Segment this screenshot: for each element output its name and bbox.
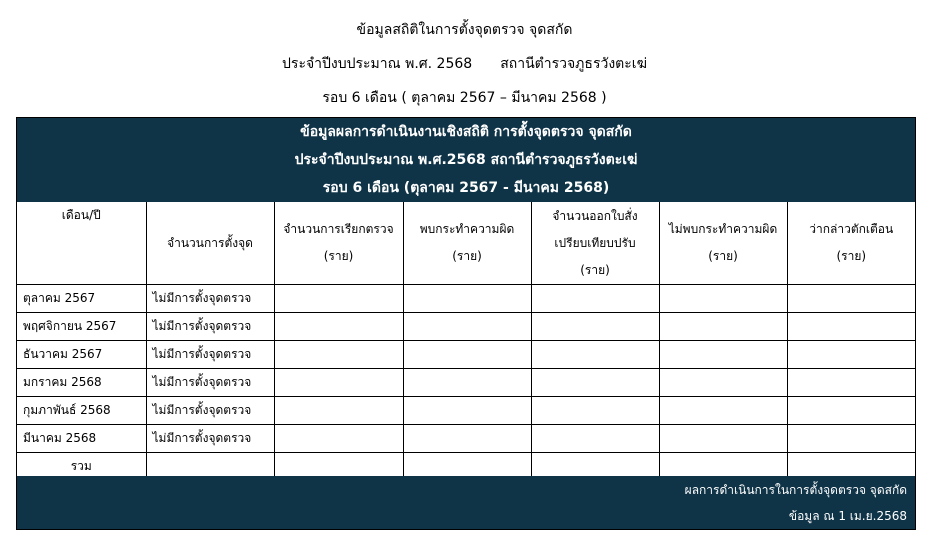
empty-cell [531,425,659,453]
empty-cell [787,425,915,453]
station-name: สถานีตำรวจภูธรวังตะเฆ่ [500,56,647,72]
month-cell: พฤศจิกายน 2567 [17,313,146,341]
empty-cell [787,369,915,397]
table-row [17,313,915,341]
empty-cell [531,341,659,369]
month-cell: ธันวาคม 2567 [17,341,146,369]
empty-cell [659,397,787,425]
empty-cell [787,397,915,425]
empty-cell [659,341,787,369]
header-inspections: จำนวนการเรียกตรวจ (ราย) [274,202,403,285]
empty-cell [403,425,531,453]
empty-cell [787,341,915,369]
header-month: เดือน/ปี [17,202,146,285]
empty-cell [274,369,403,397]
total-label: รวม [17,453,146,481]
header-checkpoint-count: จำนวนการตั้งจุด [146,202,274,285]
document-subtitle [0,55,929,73]
table-row [17,369,915,397]
empty-cell [787,313,915,341]
statistics-table-container [16,117,916,530]
empty-cell [531,285,659,313]
empty-cell [531,313,659,341]
checkpoint-cell: ไม่มีการตั้งจุดตรวจ [146,313,274,341]
header-no-offense: ไม่พบกระทำความผิด (ราย) [659,202,787,285]
empty-cell [659,285,787,313]
table-row [17,341,915,369]
table-header-row [17,202,915,285]
empty-cell [531,397,659,425]
header-tickets-issued: จำนวนออกใบสั่ง เปรียบเทียบปรับ (ราย) [531,202,659,285]
month-cell: มกราคม 2568 [17,369,146,397]
month-cell: ตุลาคม 2567 [17,285,146,313]
period-label: รอบ 6 เดือน ( ตุลาคม 2567 – มีนาคม 2568 ) [322,90,607,106]
checkpoint-cell: ไม่มีการตั้งจุดตรวจ [146,285,274,313]
empty-cell [403,341,531,369]
empty-cell [531,369,659,397]
month-cell: กุมภาพันธ์ 2568 [17,397,146,425]
table-footer [17,476,915,529]
empty-cell [659,425,787,453]
empty-cell [787,285,915,313]
empty-cell [403,285,531,313]
empty-cell [274,341,403,369]
empty-cell [403,397,531,425]
empty-cell [274,285,403,313]
empty-cell [659,313,787,341]
banner-title: ข้อมูลผลการดำเนินงานเชิงสถิติ การตั้งจุดตรวจ จุดสกัด [300,124,632,140]
header-offenses-found: พบกระทำความผิด (ราย) [403,202,531,285]
checkpoint-cell: ไม่มีการตั้งจุดตรวจ [146,341,274,369]
table-row [17,425,915,453]
checkpoint-cell: ไม่มีการตั้งจุดตรวจ [146,369,274,397]
fiscal-year-label: ประจำปีงบประมาณ พ.ศ. 2568 [282,56,473,72]
table-row [17,397,915,425]
statistics-table [17,202,915,481]
empty-cell [403,369,531,397]
checkpoint-cell: ไม่มีการตั้งจุดตรวจ [146,397,274,425]
header-warnings: ว่ากล่าวตักเตือน (ราย) [787,202,915,285]
month-cell: มีนาคม 2568 [17,425,146,453]
empty-cell [403,313,531,341]
table-row [17,285,915,313]
data-as-of: ข้อมูล ณ 1 เม.ย.2568 [788,509,907,523]
document-title: ข้อมูลสถิติในการตั้งจุดตรวจ จุดสกัด [356,22,573,38]
footer-caption: ผลการดำเนินการในการตั้งจุดตรวจ จุดสกัด [684,483,907,497]
empty-cell [274,425,403,453]
checkpoint-cell: ไม่มีการตั้งจุดตรวจ [146,425,274,453]
banner-subtitle: ประจำปีงบประมาณ พ.ศ.2568 สถานีตำรวจภูธรวังตะเฆ่ [294,152,638,168]
empty-cell [274,397,403,425]
empty-cell [659,369,787,397]
banner-period: รอบ 6 เดือน (ตุลาคม 2567 - มีนาคม 2568) [322,180,610,196]
empty-cell [274,313,403,341]
table-banner [17,118,915,202]
